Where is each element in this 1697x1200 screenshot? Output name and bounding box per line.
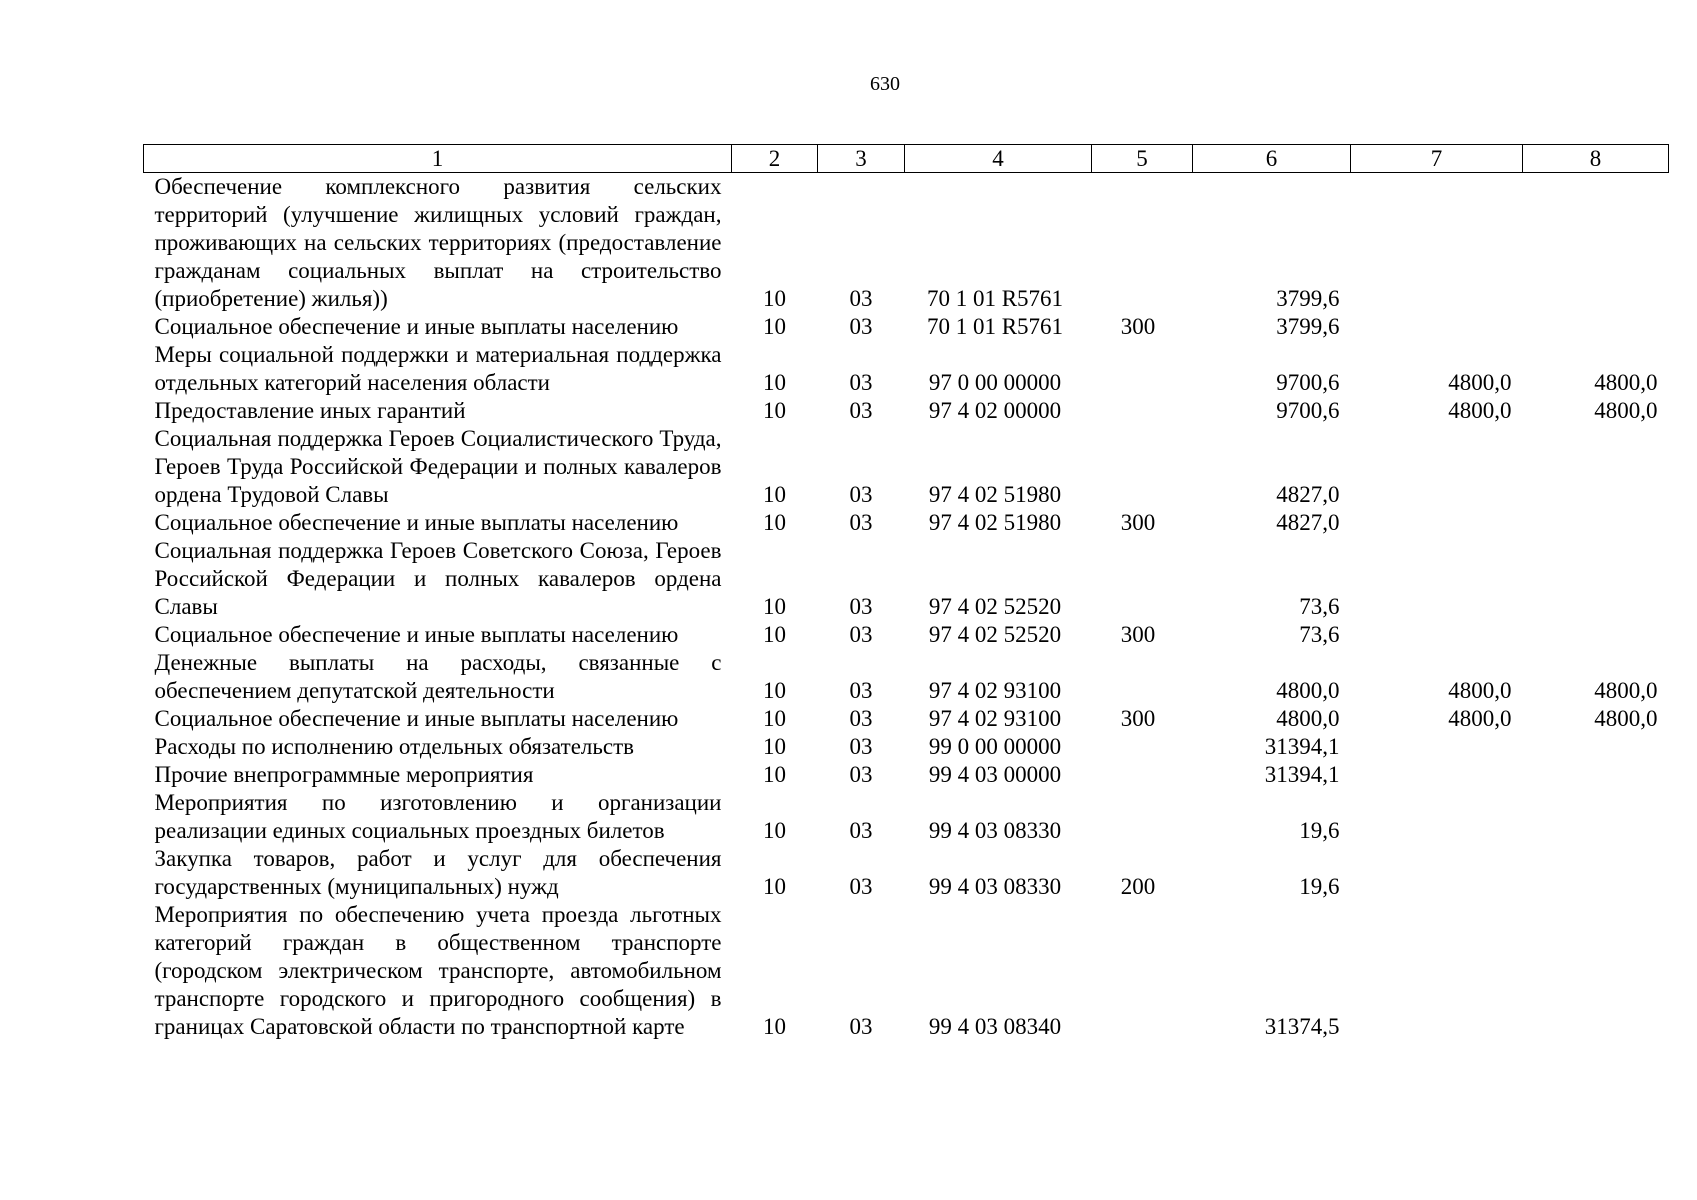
subsection-code: 03 <box>849 482 873 507</box>
amount-col-6: 4827,0 <box>1276 482 1340 507</box>
amount-col-6: 73,6 <box>1299 622 1340 647</box>
item-name: Предоставление иных гарантий <box>154 398 466 423</box>
subsection-code: 03 <box>849 314 873 339</box>
amount-col-6: 19,6 <box>1299 818 1340 843</box>
item-name: Социальное обеспечение и иные выплаты населению <box>154 314 679 339</box>
col-header-7: 7 <box>1351 145 1523 173</box>
amount-col-8 <box>1523 537 1669 621</box>
amount-col-6: 4827,0 <box>1276 510 1340 535</box>
expense-type-code <box>1092 761 1193 789</box>
budget-table <box>143 144 1669 1041</box>
item-name: Мероприятия по изготовлению и организации реализации единых социальных проездных билетов <box>154 790 722 843</box>
table-row <box>144 341 1669 397</box>
header-row <box>144 145 1669 173</box>
expense-type-code: 300 <box>1120 314 1156 339</box>
subsection-code: 03 <box>849 398 873 423</box>
target-article-code: 99 0 00 00000 <box>928 734 1062 759</box>
amount-col-7 <box>1351 901 1523 1041</box>
target-article-code: 97 4 02 51980 <box>928 510 1062 535</box>
expense-type-code: 300 <box>1120 622 1156 647</box>
col-header-2: 2 <box>732 145 818 173</box>
target-article-code: 97 4 02 52520 <box>928 594 1062 619</box>
item-name: Закупка товаров, работ и услуг для обеспечения государственных (муниципальных) нужд <box>154 846 722 899</box>
subsection-code: 03 <box>849 706 873 731</box>
item-name: Социальное обеспечение и иные выплаты населению <box>154 706 679 731</box>
subsection-code: 03 <box>849 622 873 647</box>
expense-type-code <box>1092 649 1193 705</box>
amount-col-6: 4800,0 <box>1276 678 1340 703</box>
target-article-code: 99 4 03 00000 <box>928 762 1062 787</box>
subsection-code: 03 <box>849 594 873 619</box>
amount-col-7 <box>1351 173 1523 314</box>
col-header-5: 5 <box>1092 145 1193 173</box>
subsection-code: 03 <box>849 818 873 843</box>
amount-col-6: 9700,6 <box>1276 398 1340 423</box>
section-code: 10 <box>763 818 786 843</box>
target-article-code: 97 4 02 93100 <box>928 678 1062 703</box>
col-header-4: 4 <box>905 145 1092 173</box>
amount-col-8 <box>1523 845 1669 901</box>
item-name: Социальное обеспечение и иные выплаты населению <box>154 510 679 535</box>
amount-col-7 <box>1351 845 1523 901</box>
amount-col-7 <box>1351 313 1523 341</box>
amount-col-6: 4800,0 <box>1276 706 1340 731</box>
table-row <box>144 705 1669 733</box>
expense-type-code: 300 <box>1120 706 1156 731</box>
col-header-6: 6 <box>1193 145 1351 173</box>
section-code: 10 <box>763 622 786 647</box>
section-code: 10 <box>763 762 786 787</box>
expense-type-code <box>1092 397 1193 425</box>
amount-col-7 <box>1351 425 1523 509</box>
table-row <box>144 845 1669 901</box>
table-row <box>144 901 1669 1041</box>
table-row <box>144 649 1669 705</box>
item-name: Меры социальной поддержки и материальная поддержка отдельных категорий населения области <box>154 342 722 395</box>
table-row <box>144 397 1669 425</box>
expense-type-code <box>1092 901 1193 1041</box>
expense-type-code: 200 <box>1120 874 1156 899</box>
expense-type-code: 300 <box>1120 510 1156 535</box>
amount-col-6: 31394,1 <box>1264 762 1340 787</box>
amount-col-8 <box>1523 761 1669 789</box>
subsection-code: 03 <box>849 762 873 787</box>
amount-col-8 <box>1523 789 1669 845</box>
table-row <box>144 761 1669 789</box>
col-header-3: 3 <box>818 145 905 173</box>
item-name: Мероприятия по обеспечению учета проезда льготных категорий граждан в общественном транспорте (городском электрическом транспорте, автомобильном транспорте городского и пригородного сообщения) в границах Саратовской области по транспортной карте <box>154 902 722 1039</box>
target-article-code: 99 4 03 08330 <box>928 818 1062 843</box>
section-code: 10 <box>763 510 786 535</box>
col-header-1: 1 <box>144 145 732 173</box>
amount-col-7 <box>1351 733 1523 761</box>
amount-col-8 <box>1523 509 1669 537</box>
section-code: 10 <box>763 482 786 507</box>
amount-col-7: 4800,0 <box>1448 706 1512 731</box>
target-article-code: 97 4 02 93100 <box>928 706 1062 731</box>
amount-col-7: 4800,0 <box>1448 370 1512 395</box>
amount-col-8 <box>1523 313 1669 341</box>
section-code: 10 <box>763 706 786 731</box>
target-article-code: 99 4 03 08340 <box>928 1014 1062 1039</box>
amount-col-6: 73,6 <box>1299 594 1340 619</box>
target-article-code: 70 1 01 R5761 <box>926 286 1064 311</box>
item-name: Социальная поддержка Героев Социалистического Труда, Героев Труда Российской Федерации и полных кавалеров ордена Трудовой Славы <box>154 426 722 507</box>
subsection-code: 03 <box>849 510 873 535</box>
amount-col-8 <box>1523 901 1669 1041</box>
subsection-code: 03 <box>849 1014 873 1039</box>
table-row <box>144 313 1669 341</box>
amount-col-8 <box>1523 425 1669 509</box>
table-row <box>144 173 1669 314</box>
item-name: Социальное обеспечение и иные выплаты населению <box>154 622 679 647</box>
target-article-code: 97 4 02 52520 <box>928 622 1062 647</box>
target-article-code: 97 4 02 51980 <box>928 482 1062 507</box>
subsection-code: 03 <box>849 286 873 311</box>
amount-col-6: 9700,6 <box>1276 370 1340 395</box>
item-name: Прочие внепрограммные мероприятия <box>154 762 534 787</box>
section-code: 10 <box>763 734 786 759</box>
table-row <box>144 425 1669 509</box>
target-article-code: 70 1 01 R5761 <box>926 314 1064 339</box>
amount-col-7 <box>1351 789 1523 845</box>
amount-col-8: 4800,0 <box>1594 370 1658 395</box>
amount-col-8 <box>1523 621 1669 649</box>
subsection-code: 03 <box>849 874 873 899</box>
amount-col-7 <box>1351 509 1523 537</box>
expense-type-code <box>1092 341 1193 397</box>
section-code: 10 <box>763 314 786 339</box>
expense-type-code <box>1092 425 1193 509</box>
section-code: 10 <box>763 678 786 703</box>
amount-col-6: 3799,6 <box>1276 286 1340 311</box>
amount-col-8 <box>1523 173 1669 314</box>
amount-col-8: 4800,0 <box>1594 678 1658 703</box>
amount-col-6: 31374,5 <box>1264 1014 1340 1039</box>
expense-type-code <box>1092 733 1193 761</box>
subsection-code: 03 <box>849 734 873 759</box>
amount-col-7: 4800,0 <box>1448 678 1512 703</box>
item-name: Социальная поддержка Героев Советского Союза, Героев Российской Федерации и полных кавалеров ордена Славы <box>154 538 722 619</box>
target-article-code: 97 0 00 00000 <box>928 370 1062 395</box>
section-code: 10 <box>763 1014 786 1039</box>
amount-col-7 <box>1351 537 1523 621</box>
expense-type-code <box>1092 173 1193 314</box>
subsection-code: 03 <box>849 370 873 395</box>
amount-col-8: 4800,0 <box>1594 706 1658 731</box>
target-article-code: 97 4 02 00000 <box>928 398 1062 423</box>
col-header-8: 8 <box>1523 145 1669 173</box>
amount-col-6: 19,6 <box>1299 874 1340 899</box>
table-row <box>144 537 1669 621</box>
table-row <box>144 789 1669 845</box>
amount-col-6: 31394,1 <box>1264 734 1340 759</box>
table-row <box>144 509 1669 537</box>
amount-col-8: 4800,0 <box>1594 398 1658 423</box>
item-name: Расходы по исполнению отдельных обязательств <box>154 734 634 759</box>
section-code: 10 <box>763 594 786 619</box>
amount-col-7: 4800,0 <box>1448 398 1512 423</box>
section-code: 10 <box>763 286 786 311</box>
item-name: Денежные выплаты на расходы, связанные с обеспечением депутатской деятельности <box>154 650 722 703</box>
amount-col-7 <box>1351 621 1523 649</box>
section-code: 10 <box>763 370 786 395</box>
page-number: 630 <box>870 73 900 95</box>
amount-col-6: 3799,6 <box>1276 314 1340 339</box>
table-body <box>144 173 1669 1042</box>
table-row <box>144 733 1669 761</box>
amount-col-8 <box>1523 733 1669 761</box>
section-code: 10 <box>763 874 786 899</box>
section-code: 10 <box>763 398 786 423</box>
target-article-code: 99 4 03 08330 <box>928 874 1062 899</box>
table-row <box>144 621 1669 649</box>
item-name: Обеспечение комплексного развития сельских территорий (улучшение жилищных условий граждан, проживающих на сельских территориях (предоставление гражданам социальных выплат на строительство (приобретение) жилья)) <box>154 174 722 311</box>
amount-col-7 <box>1351 761 1523 789</box>
expense-type-code <box>1092 537 1193 621</box>
expense-type-code <box>1092 789 1193 845</box>
subsection-code: 03 <box>849 678 873 703</box>
